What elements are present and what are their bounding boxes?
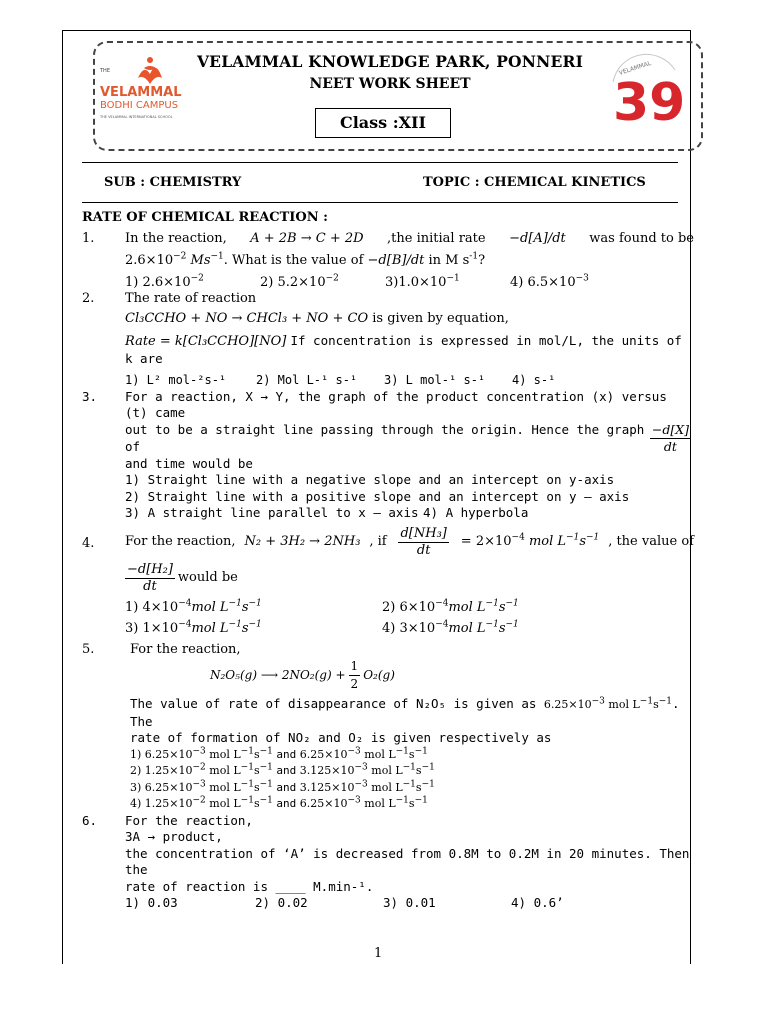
page-number: 1 [374, 946, 383, 961]
q1-text: ,the initial rate [387, 230, 486, 246]
fraction-numerator: 1 [349, 658, 361, 676]
q2-text: If concentration is expressed in mol/L, the units of k are [125, 333, 682, 366]
q5-text: rate of formation of NO₂ and O₂ is given respectively as [130, 730, 552, 745]
q1-unit: Ms [190, 253, 211, 268]
q2-option-4: 4) s-¹ [512, 373, 556, 387]
question-5 [82, 642, 694, 813]
fraction-numerator: −d[H₂] [125, 562, 175, 580]
fraction-denominator: 2 [350, 676, 359, 691]
q5-eq-fraction [349, 658, 361, 692]
question-6 [82, 813, 694, 912]
q4-text: would be [177, 570, 238, 586]
q2-equation: Cl₃CCHO + NO → CHCl₃ + NO + CO [125, 310, 369, 326]
q2-text: The rate of reaction [125, 291, 257, 306]
fraction-numerator: d[NH₃] [398, 526, 448, 544]
q6-text: For the reaction, [125, 812, 253, 828]
header-rule-bottom [82, 202, 678, 203]
q1-text: ? [478, 253, 486, 268]
section-title: RATE OF CHEMICAL REACTION : [82, 210, 328, 225]
fraction-denominator: dt [416, 543, 431, 558]
q1-unit-exp: −1 [210, 251, 224, 262]
question-number: 4. [82, 535, 95, 551]
q1-text: was found to be [589, 230, 694, 246]
q1-option-4: 4) $6.5\times 10^{-3}$ [510, 273, 589, 290]
logo-left-name: VELAMMAL [100, 85, 182, 100]
left-margin-line [62, 30, 63, 964]
q5-option-2: 2) $1.25\times 10^{-2}$ mol $L^{-1}s^{-1}$ and $3.125\times 10^{-3}$ mol $L^{-1}s^{-1}$ [130, 762, 435, 777]
q3-option-4: 4) A hyperbola [423, 505, 529, 520]
q1-rate-a: −d[A]/dt [509, 230, 566, 246]
q5-text: The value of rate of disappearance of N₂O₅ is given as [130, 696, 537, 711]
question-3 [82, 389, 694, 522]
q1-option-1: 1) $2.6\times 10^{-2}$ [125, 273, 204, 290]
q4-option-3: 3) $1\times 10^{-4}mol$ $L^{-1}s^{-1}$ [125, 619, 262, 636]
fraction-denominator: dt [663, 439, 677, 454]
logo-left-tag: THE VELAMMAL INTERNATIONAL SCHOOL [100, 115, 173, 119]
q4-text: , if [369, 534, 387, 550]
q5-option-1: 1) $6.25\times 10^{-3}$ mol $L^{-1}s^{-1}$ and $6.25\times 10^{-3}$ mol $L^{-1}s^{-1}$ [130, 745, 428, 761]
question-number: 5. [82, 641, 95, 657]
header-rule-top [82, 162, 678, 163]
q5-equation: N₂O₅(g) ⟶ 2NO₂(g) + [210, 667, 346, 682]
q3-option-1: 1) Straight line with a negative slope and an intercept on y-axis [125, 472, 615, 487]
question-number: 3. [82, 388, 98, 404]
subject-label: SUB : CHEMISTRY [104, 175, 242, 190]
sheet-title: NEET WORK SHEET [309, 76, 471, 92]
question-content [82, 210, 694, 912]
q5-option-3: 3) $6.25\times 10^{-3}$ mol $L^{-1}s^{-1}$ and $3.125\times 10^{-3}$ mol $L^{-1}s^{-1}$ [130, 778, 435, 794]
q4-rate-value: = $2\times 10^{-4}$ mol $L^{-1}s^{-1}$ [460, 532, 600, 550]
q1-option-2: 2) $5.2\times 10^{-2}$ [260, 273, 339, 290]
question-number: 6. [82, 812, 98, 828]
topic-label: TOPIC : CHEMICAL KINETICS [423, 175, 646, 190]
fraction-numerator: −d[X] [650, 422, 691, 440]
q1-rate-b: −d[B]/dt [367, 253, 425, 268]
q5-equation-end: O₂(g) [363, 667, 395, 682]
q4-text: , the value of [608, 534, 694, 550]
q4-text: For the reaction, [125, 534, 236, 550]
q4-option-2: 2) $6\times 10^{-4}mol$ $L^{-1}s^{-1}$ [382, 598, 519, 615]
q6-option-4: 4) 0.6’ [511, 895, 564, 910]
top-margin-line [62, 30, 691, 31]
q3-option-3: 3) A straight line parallel to x – axis [125, 505, 419, 520]
q3-text: and time would be [125, 455, 253, 471]
q6-option-3: 3) 0.01 [383, 895, 436, 910]
q3-fraction [650, 422, 691, 456]
q3-option-2: 2) Straight line with a positive slope and an intercept on y – axis [125, 488, 630, 504]
q6-reaction: 3A → product, [125, 829, 223, 844]
q4-option-4: 4) $3\times 10^{-4}mol$ $L^{-1}s^{-1}$ [382, 619, 519, 636]
q1-text: In the reaction, [125, 230, 227, 246]
q2-option-1: 1) L² mol-²s-¹ [125, 373, 227, 387]
q2-text: is given by equation, [372, 310, 509, 326]
q6-text: the concentration of ‘A’ is decreased from 0.8M to 0.2M in 20 minutes. Then the [125, 845, 690, 877]
q6-text: rate of reaction is ____ M.min-¹. [125, 878, 374, 894]
question-number: 2. [82, 291, 95, 306]
q1-exp: −2 [173, 251, 187, 262]
q2-option-2: 2) Mol L-¹ s-¹ [256, 373, 358, 387]
q3-text: For a reaction, X → Y, the graph of the product concentration (x) versus (t) came [125, 388, 667, 420]
q1-text: in M s [428, 253, 470, 268]
question-2 [82, 291, 694, 389]
logo-left-campus: BODHI CAMPUS [100, 100, 179, 111]
question-4 [82, 526, 694, 638]
q1-equation: A + 2B → C + 2D [250, 230, 364, 246]
q2-rate-law: Rate = k[Cl₃CCHO][NO] [125, 334, 287, 349]
q1-text: . What is the value of [223, 253, 364, 268]
q5-text: For the reaction, [130, 641, 241, 657]
q3-text: out to be a straight line passing through the origin. Hence the graph of [125, 422, 645, 454]
question-1 [82, 231, 694, 292]
school-name: VELAMMAL KNOWLEDGE PARK, PONNERI [196, 52, 584, 71]
q4-equation: N₂ + 3H₂ → 2NH₃ [244, 534, 361, 550]
q6-option-1: 1) 0.03 [125, 895, 178, 910]
q1-value: 2.6×10 [125, 253, 174, 268]
q5-option-4: 4) $1.25\times 10^{-2}$ mol $L^{-1}s^{-1}$ and $6.25\times 10^{-3}$ mol $L^{-1}s^{-1}$ [130, 795, 428, 810]
logo-left-top: THE [100, 68, 110, 74]
q1-exp: -1 [469, 251, 479, 262]
q4-fraction [398, 526, 448, 560]
anniversary-39-logo [605, 52, 690, 132]
q5-rate-value: $6.25\times 10^{-3}$ mol $L^{-1}s^{-1}$ [543, 696, 673, 711]
logo-right-arc: VELAMMAL [618, 59, 653, 77]
logo-right-number: 39 [613, 73, 686, 132]
q1-option-3: $3)1.0\times 10^{-1}$ [385, 273, 460, 290]
class-label: Class :XII [315, 108, 451, 138]
q6-option-2: 2) 0.02 [255, 895, 308, 910]
q4-fraction-h2 [125, 562, 175, 596]
question-number: 1. [82, 230, 95, 246]
q2-option-3: 3) L mol-¹ s-¹ [384, 373, 486, 387]
q5-text: . The [130, 696, 680, 729]
fraction-denominator: dt [143, 579, 157, 594]
q4-option-1: 1) $4\times 10^{-4}mol$ $L^{-1}s^{-1}$ [125, 598, 262, 615]
